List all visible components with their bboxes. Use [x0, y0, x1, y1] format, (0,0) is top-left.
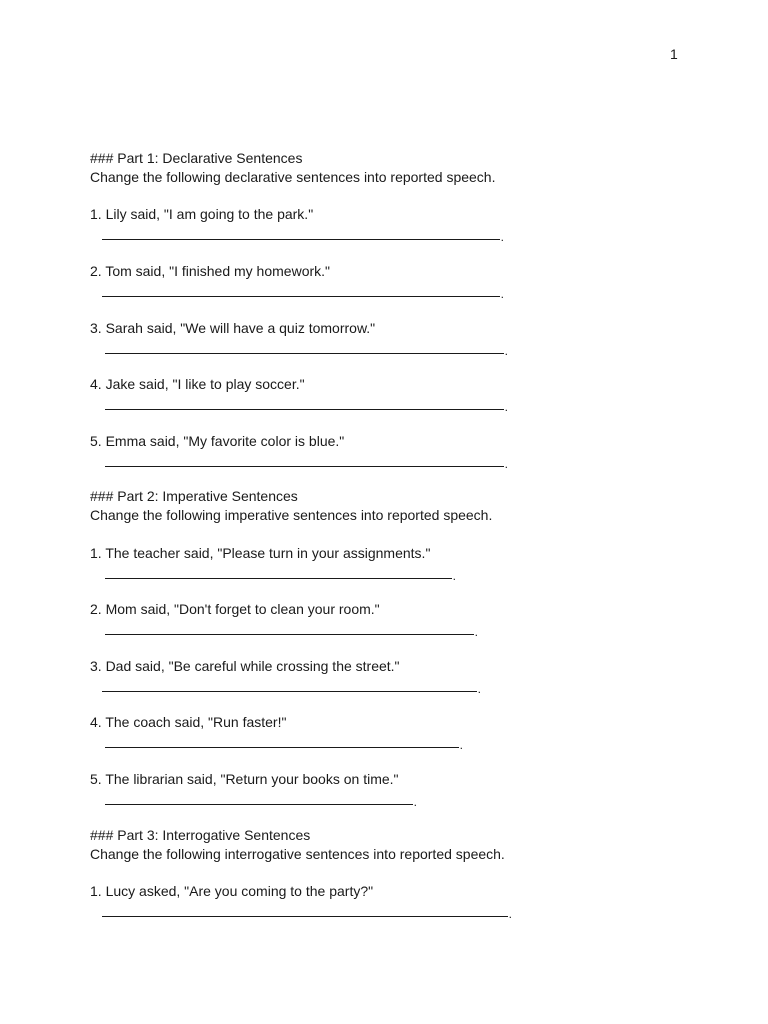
question-prompt: 3. Dad said, "Be careful while crossing the street." [90, 658, 400, 674]
question-prompt: 4. The coach said, "Run faster!" [90, 714, 287, 730]
question-prompt: 2. Mom said, "Don't forget to clean your room." [90, 601, 380, 617]
section-heading: ### Part 1: Declarative Sentences [90, 150, 303, 166]
answer-blank[interactable]: . [105, 621, 478, 637]
answer-blank[interactable]: . [102, 283, 504, 299]
question-prompt: 4. Jake said, "I like to play soccer." [90, 376, 305, 392]
answer-blank[interactable]: . [105, 396, 508, 412]
question-prompt: 5. The librarian said, "Return your books on time." [90, 771, 399, 787]
answer-blank[interactable]: . [102, 903, 512, 919]
question-prompt: 1. Lucy asked, "Are you coming to the party?" [90, 883, 374, 899]
answer-blank[interactable]: . [105, 565, 456, 581]
question-prompt: 5. Emma said, "My favorite color is blue." [90, 433, 345, 449]
question-prompt: 2. Tom said, "I finished my homework." [90, 263, 330, 279]
section-heading: ### Part 2: Imperative Sentences [90, 488, 298, 504]
section-instruction: Change the following declarative sentences into reported speech. [90, 169, 496, 185]
section-instruction: Change the following imperative sentences into reported speech. [90, 507, 493, 523]
answer-blank[interactable]: . [105, 791, 417, 807]
question-prompt: 1. Lily said, "I am going to the park." [90, 206, 314, 222]
section-heading: ### Part 3: Interrogative Sentences [90, 827, 311, 843]
answer-blank[interactable]: . [105, 340, 508, 356]
question-prompt: 3. Sarah said, "We will have a quiz tomorrow." [90, 320, 376, 336]
answer-blank[interactable]: . [102, 678, 481, 694]
answer-blank[interactable]: . [105, 734, 463, 750]
page-number: 1 [670, 46, 678, 62]
section-instruction: Change the following interrogative sentences into reported speech. [90, 846, 505, 862]
answer-blank[interactable]: . [102, 226, 504, 242]
question-prompt: 1. The teacher said, "Please turn in your assignments." [90, 545, 431, 561]
answer-blank[interactable]: . [105, 453, 508, 469]
